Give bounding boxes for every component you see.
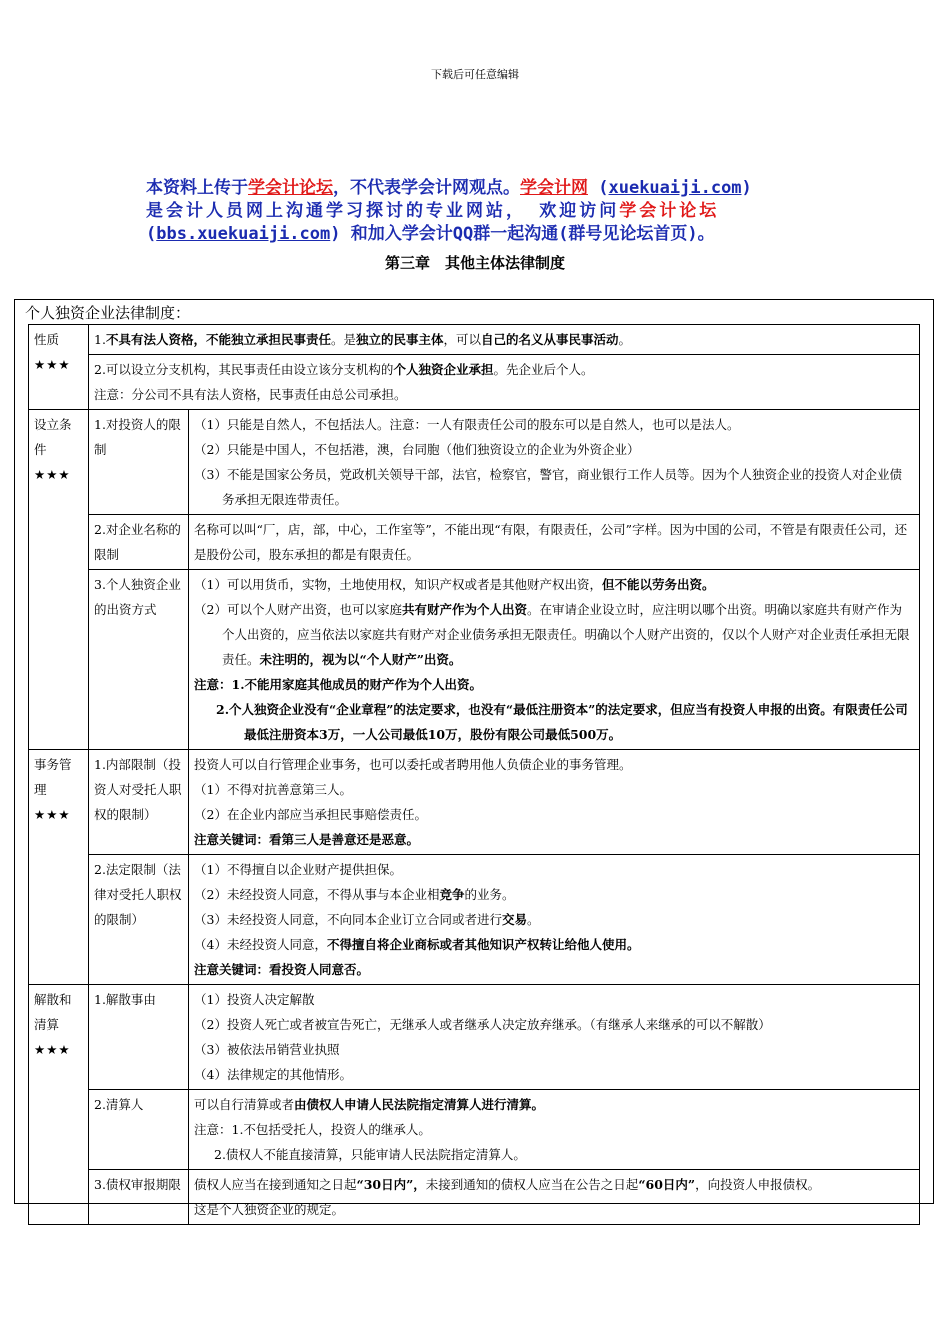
banner-line-1: 本资料上传于学会计论坛，不代表学会计网观点。学会计网 (xuekuaiji.com) bbox=[146, 178, 752, 198]
star-rating: ★★★ bbox=[34, 807, 71, 822]
section-heading: 个人独资企业法律制度： bbox=[25, 304, 191, 322]
section-nature: 性质 ★★★ bbox=[29, 325, 89, 410]
affairs-internal-label: 1.内部限制（投资人对受托人职权的限制） bbox=[89, 750, 189, 855]
table-row bbox=[29, 1170, 920, 1225]
star-rating: ★★★ bbox=[34, 1042, 71, 1057]
dissolution-causes-content: （1）投资人决定解散 （2）投资人死亡或者被宣告死亡，无继承人或者继承人决定放弃继承。（有继承人来继承的可以不解散） （3）被依法吊销营业执照 （4）法律规定的其他情形。 bbox=[189, 985, 920, 1090]
affairs-legal-content: （1）不得擅自以企业财产提供担保。 （2）未经投资人同意，不得从事与本企业相竞争的业务。 （3）未经投资人同意，不向同本企业订立合同或者进行交易。 （4）未经投资人同意，不得擅自将企业商标或者其他知识产权转让给他人使用。 注意关键词：看投资人同意否。 bbox=[189, 855, 920, 985]
affairs-internal-content: 投资人可以自行管理企业事务，也可以委托或者聘用他人负债企业的事务管理。 （1）不得对抗善意第三人。 （2）在企业内部应当承担民事赔偿责任。 注意关键词：看第三人是善意还是恶意。 bbox=[189, 750, 920, 855]
dissolution-claims-content: 债权人应当在接到通知之日起“30日内”，未接到通知的债权人应当在公告之日起“60日内”，向投资人申报债权。 这是个人独资企业的规定。 bbox=[189, 1170, 920, 1225]
forum-link[interactable]: 学会计论坛 bbox=[248, 178, 333, 198]
table-row bbox=[29, 410, 920, 515]
dissolution-liquidator-label: 2.清算人 bbox=[89, 1090, 189, 1170]
section-affairs: 事务管理 ★★★ bbox=[29, 750, 89, 985]
forum-url-link[interactable]: bbs.xuekuaiji.com bbox=[156, 224, 331, 244]
table-row bbox=[29, 355, 920, 410]
dissolution-causes-label: 1.解散事由 bbox=[89, 985, 189, 1090]
forum-link-2[interactable]: 学会计论坛 bbox=[619, 201, 720, 221]
section-setup: 设立条件 ★★★ bbox=[29, 410, 89, 750]
site-url-link[interactable]: xuekuaiji.com bbox=[608, 178, 742, 198]
table-row bbox=[29, 515, 920, 570]
nature-row-2: 2.可以设立分支机构，其民事责任由设立该分支机构的个人独资企业承担。先企业后个人。 注意：分公司不具有法人资格，民事责任由总公司承担。 bbox=[89, 355, 920, 410]
table-row bbox=[29, 750, 920, 855]
header-note: 下载后可任意编辑 bbox=[431, 68, 519, 81]
upload-banner bbox=[146, 177, 808, 246]
table-row bbox=[29, 570, 920, 750]
setup-name-content: 名称可以叫“厂，店，部，中心，工作室等”，不能出现“有限，有限责任，公司”字样。因为中国的公司，不管是有限责任公司，还是股份公司，股东承担的都是有限责任。 bbox=[189, 515, 920, 570]
table-row bbox=[29, 325, 920, 355]
section-dissolution: 解散和清算 ★★★ bbox=[29, 985, 89, 1225]
table-row bbox=[29, 855, 920, 985]
setup-contribution-content: （1）可以用货币，实物，土地使用权，知识产权或者是其他财产权出资，但不能以劳务出资。 （2）可以个人财产出资，也可以家庭共有财产作为个人出资。在审请企业设立时，应注明以哪个出资。明确以家庭共有财产作为个人出资的，应当依法以家庭共有财产对企业债务承担无限责任。明确以个人财产出资的，仅以个人财产对企业责任承担无限责任。未注明的，视为以“个人财产”出资。 注意：1.不能用家庭其他成员的财产作为个人出资。 2.个人独资企业没有“企业章程”的法定要求，也没有“最低注册资本”的法定要求，但应当有投资人申报的出资。有限责任公司最低注册资本3万，一人公司最低10万，股份有限公司最低500万。 bbox=[189, 570, 920, 750]
table-row bbox=[29, 985, 920, 1090]
law-table bbox=[28, 324, 920, 1225]
setup-investor-content: （1）只能是自然人，不包括法人。注意：一人有限责任公司的股东可以是自然人，也可以是法人。 （2）只能是中国人，不包括港，澳，台同胞（他们独资设立的企业为外资企业） （3）不能是国家公务员，党政机关领导干部，法官，检察官，警官，商业银行工作人员等。因为个人独资企业的投资人对企业债务承担无限连带责任。 bbox=[189, 410, 920, 515]
setup-name-label: 2.对企业名称的限制 bbox=[89, 515, 189, 570]
site-link[interactable]: 学会计网 bbox=[520, 178, 588, 198]
dissolution-claims-label: 3.债权审报期限 bbox=[89, 1170, 189, 1225]
setup-investor-label: 1.对投资人的限制 bbox=[89, 410, 189, 515]
star-rating: ★★★ bbox=[34, 357, 71, 372]
content-frame bbox=[14, 299, 934, 1217]
banner-line-2: 是会计人员网上沟通学习探讨的专业网站， 欢迎访问学会计论坛 bbox=[146, 201, 720, 221]
dissolution-liquidator-content: 可以自行清算或者由债权人申请人民法院指定清算人进行清算。 注意：1.不包括受托人，投资人的继承人。 2.债权人不能直接清算，只能审请人民法院指定清算人。 bbox=[189, 1090, 920, 1170]
chapter-title: 第三章 其他主体法律制度 bbox=[384, 254, 565, 272]
star-rating: ★★★ bbox=[34, 467, 71, 482]
nature-row-1: 1.不具有法人资格，不能独立承担民事责任。是独立的民事主体，可以自己的名义从事民事活动。 bbox=[89, 325, 920, 355]
setup-contribution-label: 3.个人独资企业的出资方式 bbox=[89, 570, 189, 750]
table-row bbox=[29, 1090, 920, 1170]
banner-line-3: (bbs.xuekuaiji.com) 和加入学会计QQ群一起沟通(群号见论坛首页)。 bbox=[146, 224, 715, 244]
affairs-legal-label: 2.法定限制（法律对受托人职权的限制） bbox=[89, 855, 189, 985]
